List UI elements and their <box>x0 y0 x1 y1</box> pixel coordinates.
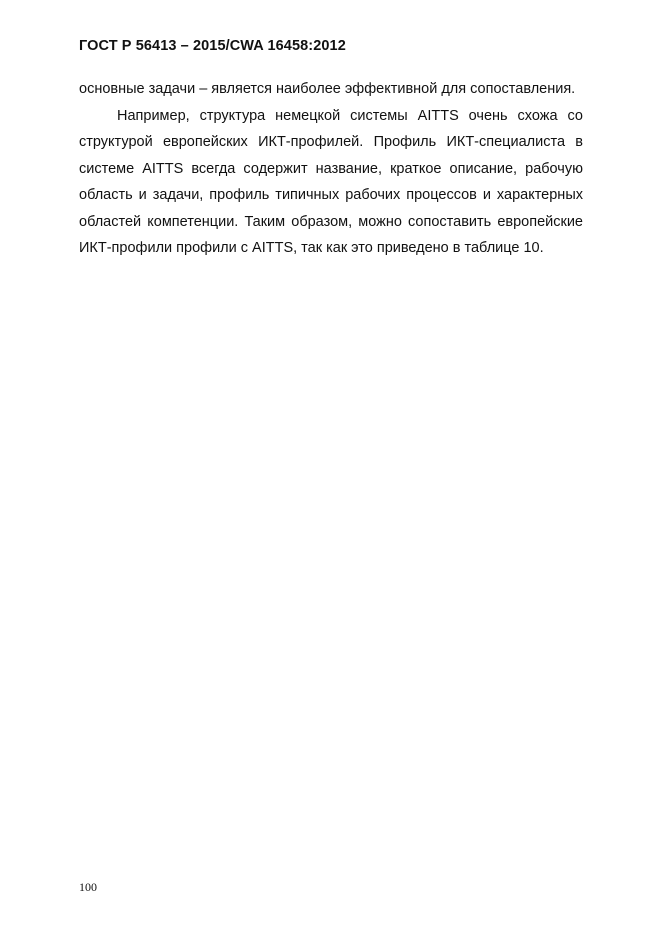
page-number: 100 <box>79 880 97 894</box>
paragraph-aitts-comparison: Например, структура немецкой системы AITTS очень схожа со структурой европейских ИКТ-профилей. Профиль ИКТ-специалиста в системе AITTS всегда содержит название, краткое описание, рабочую область и задачи, профиль типичных рабочих процессов и характерных областей компетенции. Таким образом, можно сопоставить европейские ИКТ-профили профили с AITTS, так как это приведено в таблице 10. <box>79 107 583 256</box>
body-text <box>79 76 583 262</box>
paragraph-continuation: основные задачи – является наиболее эффективной для сопоставления. <box>79 81 576 97</box>
document-header-title: ГОСТ Р 56413 – 2015/CWA 16458:2012 <box>79 38 346 54</box>
